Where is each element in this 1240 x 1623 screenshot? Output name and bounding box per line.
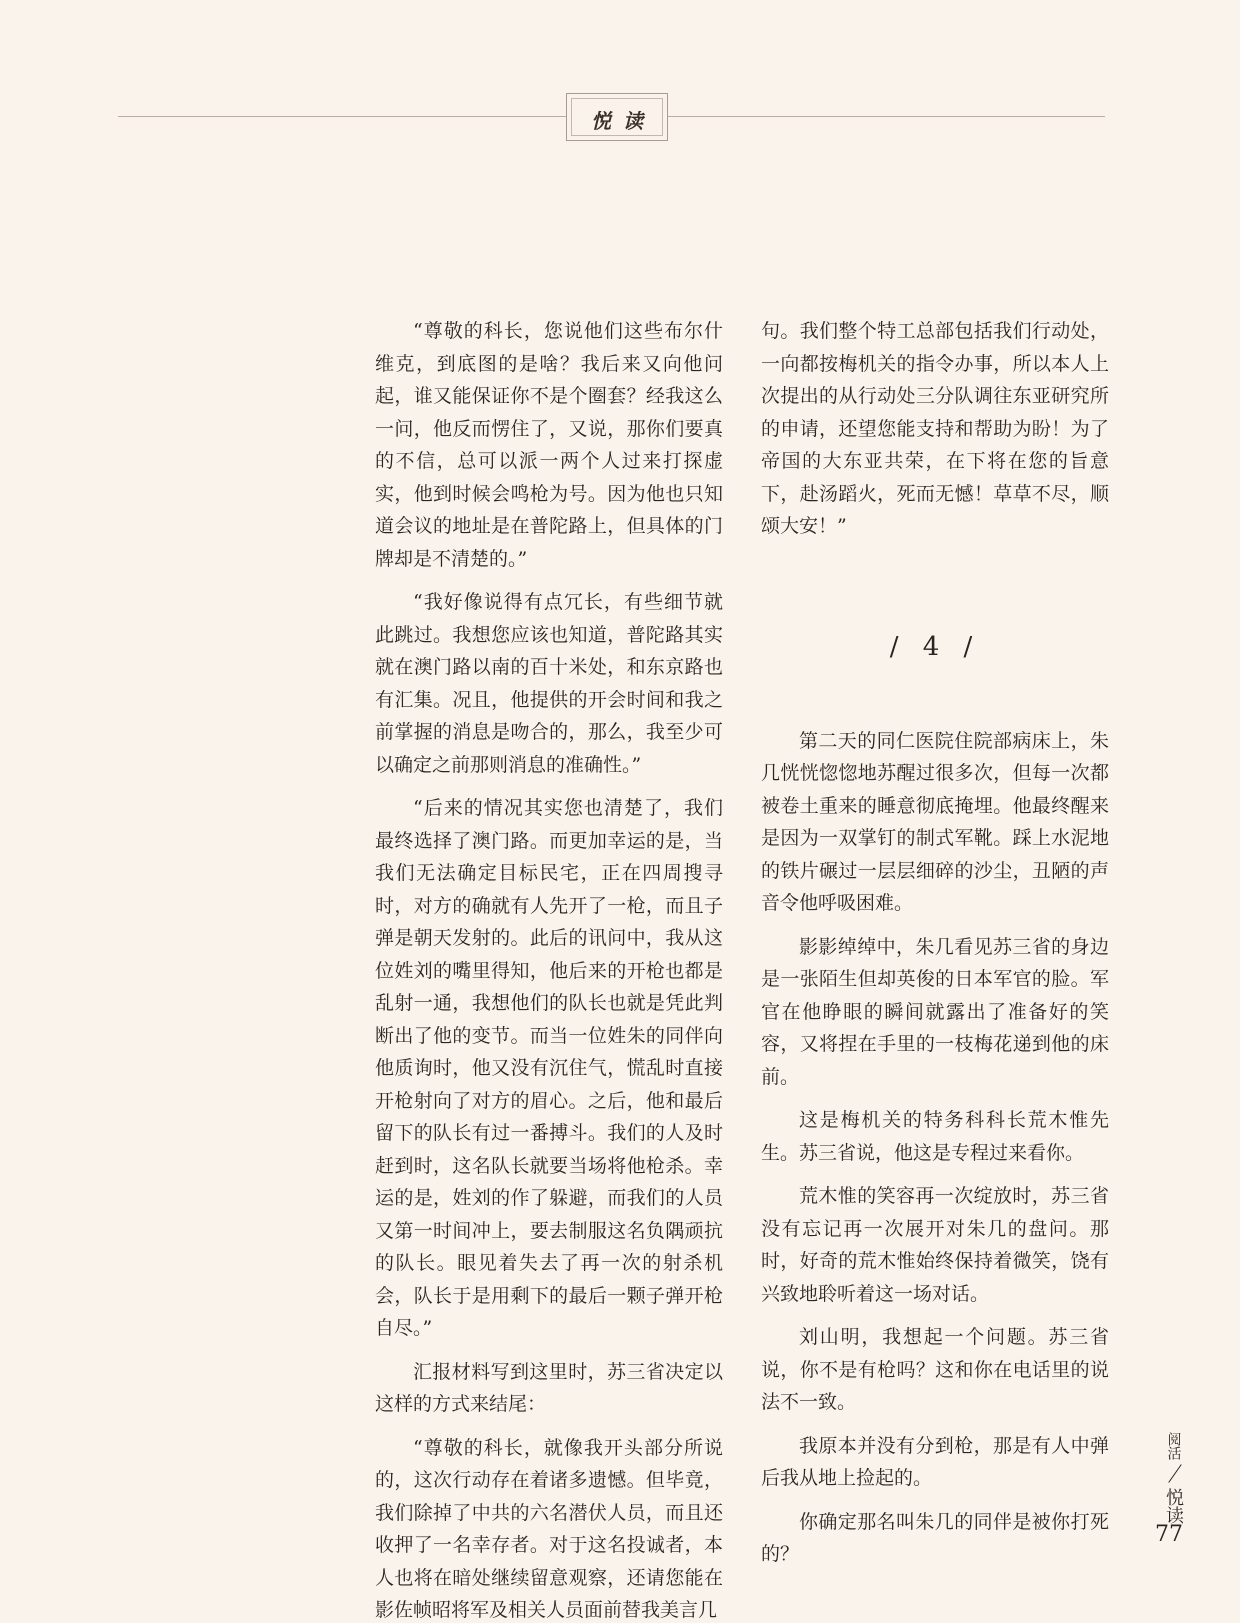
body-paragraph: “我好像说得有点冗长，有些细节就此跳过。我想您应该也知道，普陀路其实就在澳门路以南的百十米处，和东京路也有汇集。况且，他提供的开会时间和我之前掌握的消息是吻合的，那么，我至少可以确定之前那则消息的准确性。” <box>375 591 723 776</box>
body-paragraph: 我原本并没有分到枪，那是有人中弹后我从地上捡起的。 <box>761 1434 1109 1489</box>
left-column <box>375 315 723 1623</box>
body-paragraph: 刘山明，我想起一个问题。苏三省说，你不是有枪吗？这和你在电话里的说法不一致。 <box>761 1326 1109 1413</box>
body-paragraph: “尊敬的科长，您说他们这些布尔什维克，到底图的是啥？我后来又向他问起，谁又能保证你不是个圈套？经我这么一问，他反而愣住了，又说，那你们要真的不信，总可以派一两个人过来打探虚实，他到时候会鸣枪为号。因为他也只知道会议的地址是在普陀路上，但具体的门牌却是不清楚的。” <box>375 320 723 570</box>
slash-divider <box>1160 1460 1186 1488</box>
body-paragraph: 第二天的同仁医院住院部病床上，朱几恍恍惚惚地苏醒过很多次，但每一次都被卷土重来的睡意彻底掩埋。他最终醒来是因为一双掌钉的制式军靴。踩上水泥地的铁片碾过一层层细碎的沙尘，丑陋的声音令他呼吸困难。 <box>761 729 1109 914</box>
page-number: 77 <box>1155 1522 1183 1547</box>
body-paragraph: “尊敬的科长，就像我开头部分所说的，这次行动存在着诸多遗憾。但毕竟，我们除掉了中共的六名潜伏人员，而且还收押了一名幸存者。对于这名投诚者，本人也将在暗处继续留意观察，还请您能在影佐帧昭将军及相关人员面前替我美言几 <box>375 1436 723 1621</box>
body-paragraph: 你确定那名叫朱几的同伴是被你打死的？ <box>761 1510 1109 1565</box>
body-paragraph: 这是梅机关的特务科科长荒木惟先生。苏三省说，他这是专程过来看你。 <box>761 1109 1109 1164</box>
body-paragraph: 荒木惟的笑容再一次绽放时，苏三省没有忘记再一次展开对朱几的盘问。那时，好奇的荒木惟始终保持着微笑，饶有兴致地聆听着这一场对话。 <box>761 1185 1109 1305</box>
section-tag-label: 悦读 <box>591 109 655 133</box>
continued-paragraph: 句。我们整个特工总部包括我们行动处，一向都按梅机关的指令办事，所以本人上次提出的从行动处三分队调往东亚研究所的申请，还望您能支持和帮助为盼！为了帝国的大东亚共荣，在下将在您的旨意下，赴汤蹈火，死而无憾！草草不尽，顺颂大安！” <box>761 320 1109 537</box>
side-label-top: 阅活 <box>1165 1432 1182 1460</box>
body-paragraph: “后来的情况其实您也清楚了，我们最终选择了澳门路。而更加幸运的是，当我们无法确定目标民宅，正在四周搜寻时，对方的确就有人先开了一枪，而且子弹是朝天发射的。此后的讯问中，我从这位姓刘的嘴里得知，他后来的开枪也都是乱射一通，我想他们的队长也就是凭此判断出了他的变节。而当一位姓朱的同伴向他质询时，他又没有沉住气，慌乱时直接开枪射向了对方的眉心。之后，他和最后留下的队长有过一番搏斗。我们的人及时赶到时，这名队长就要当场将他枪杀。幸运的是，姓刘的作了躲避，而我们的人员又第一时间冲上，要去制服这名负隅顽抗的队长。眼见着失去了再一次的射杀机会，队长于是用剩下的最后一颗子弹开枪自尽。” <box>375 797 723 1339</box>
section-tag <box>566 93 668 141</box>
section-number: / 4 / <box>889 631 981 662</box>
body-paragraph: 汇报材料写到这里时，苏三省决定以这样的方式来结尾： <box>375 1360 723 1415</box>
header-rule-left <box>118 116 566 117</box>
body-paragraph: 影影绰绰中，朱几看见苏三省的身边是一张陌生但却英俊的日本军官的脸。军官在他睁眼的瞬间就露出了准备好的笑容，又将捏在手里的一枝梅花递到他的床前。 <box>761 935 1109 1088</box>
header-rule-right <box>668 116 1105 117</box>
magazine-side-label <box>1160 1432 1186 1524</box>
side-label-bottom: 悦读 <box>1163 1488 1184 1524</box>
right-column <box>761 315 1109 1582</box>
